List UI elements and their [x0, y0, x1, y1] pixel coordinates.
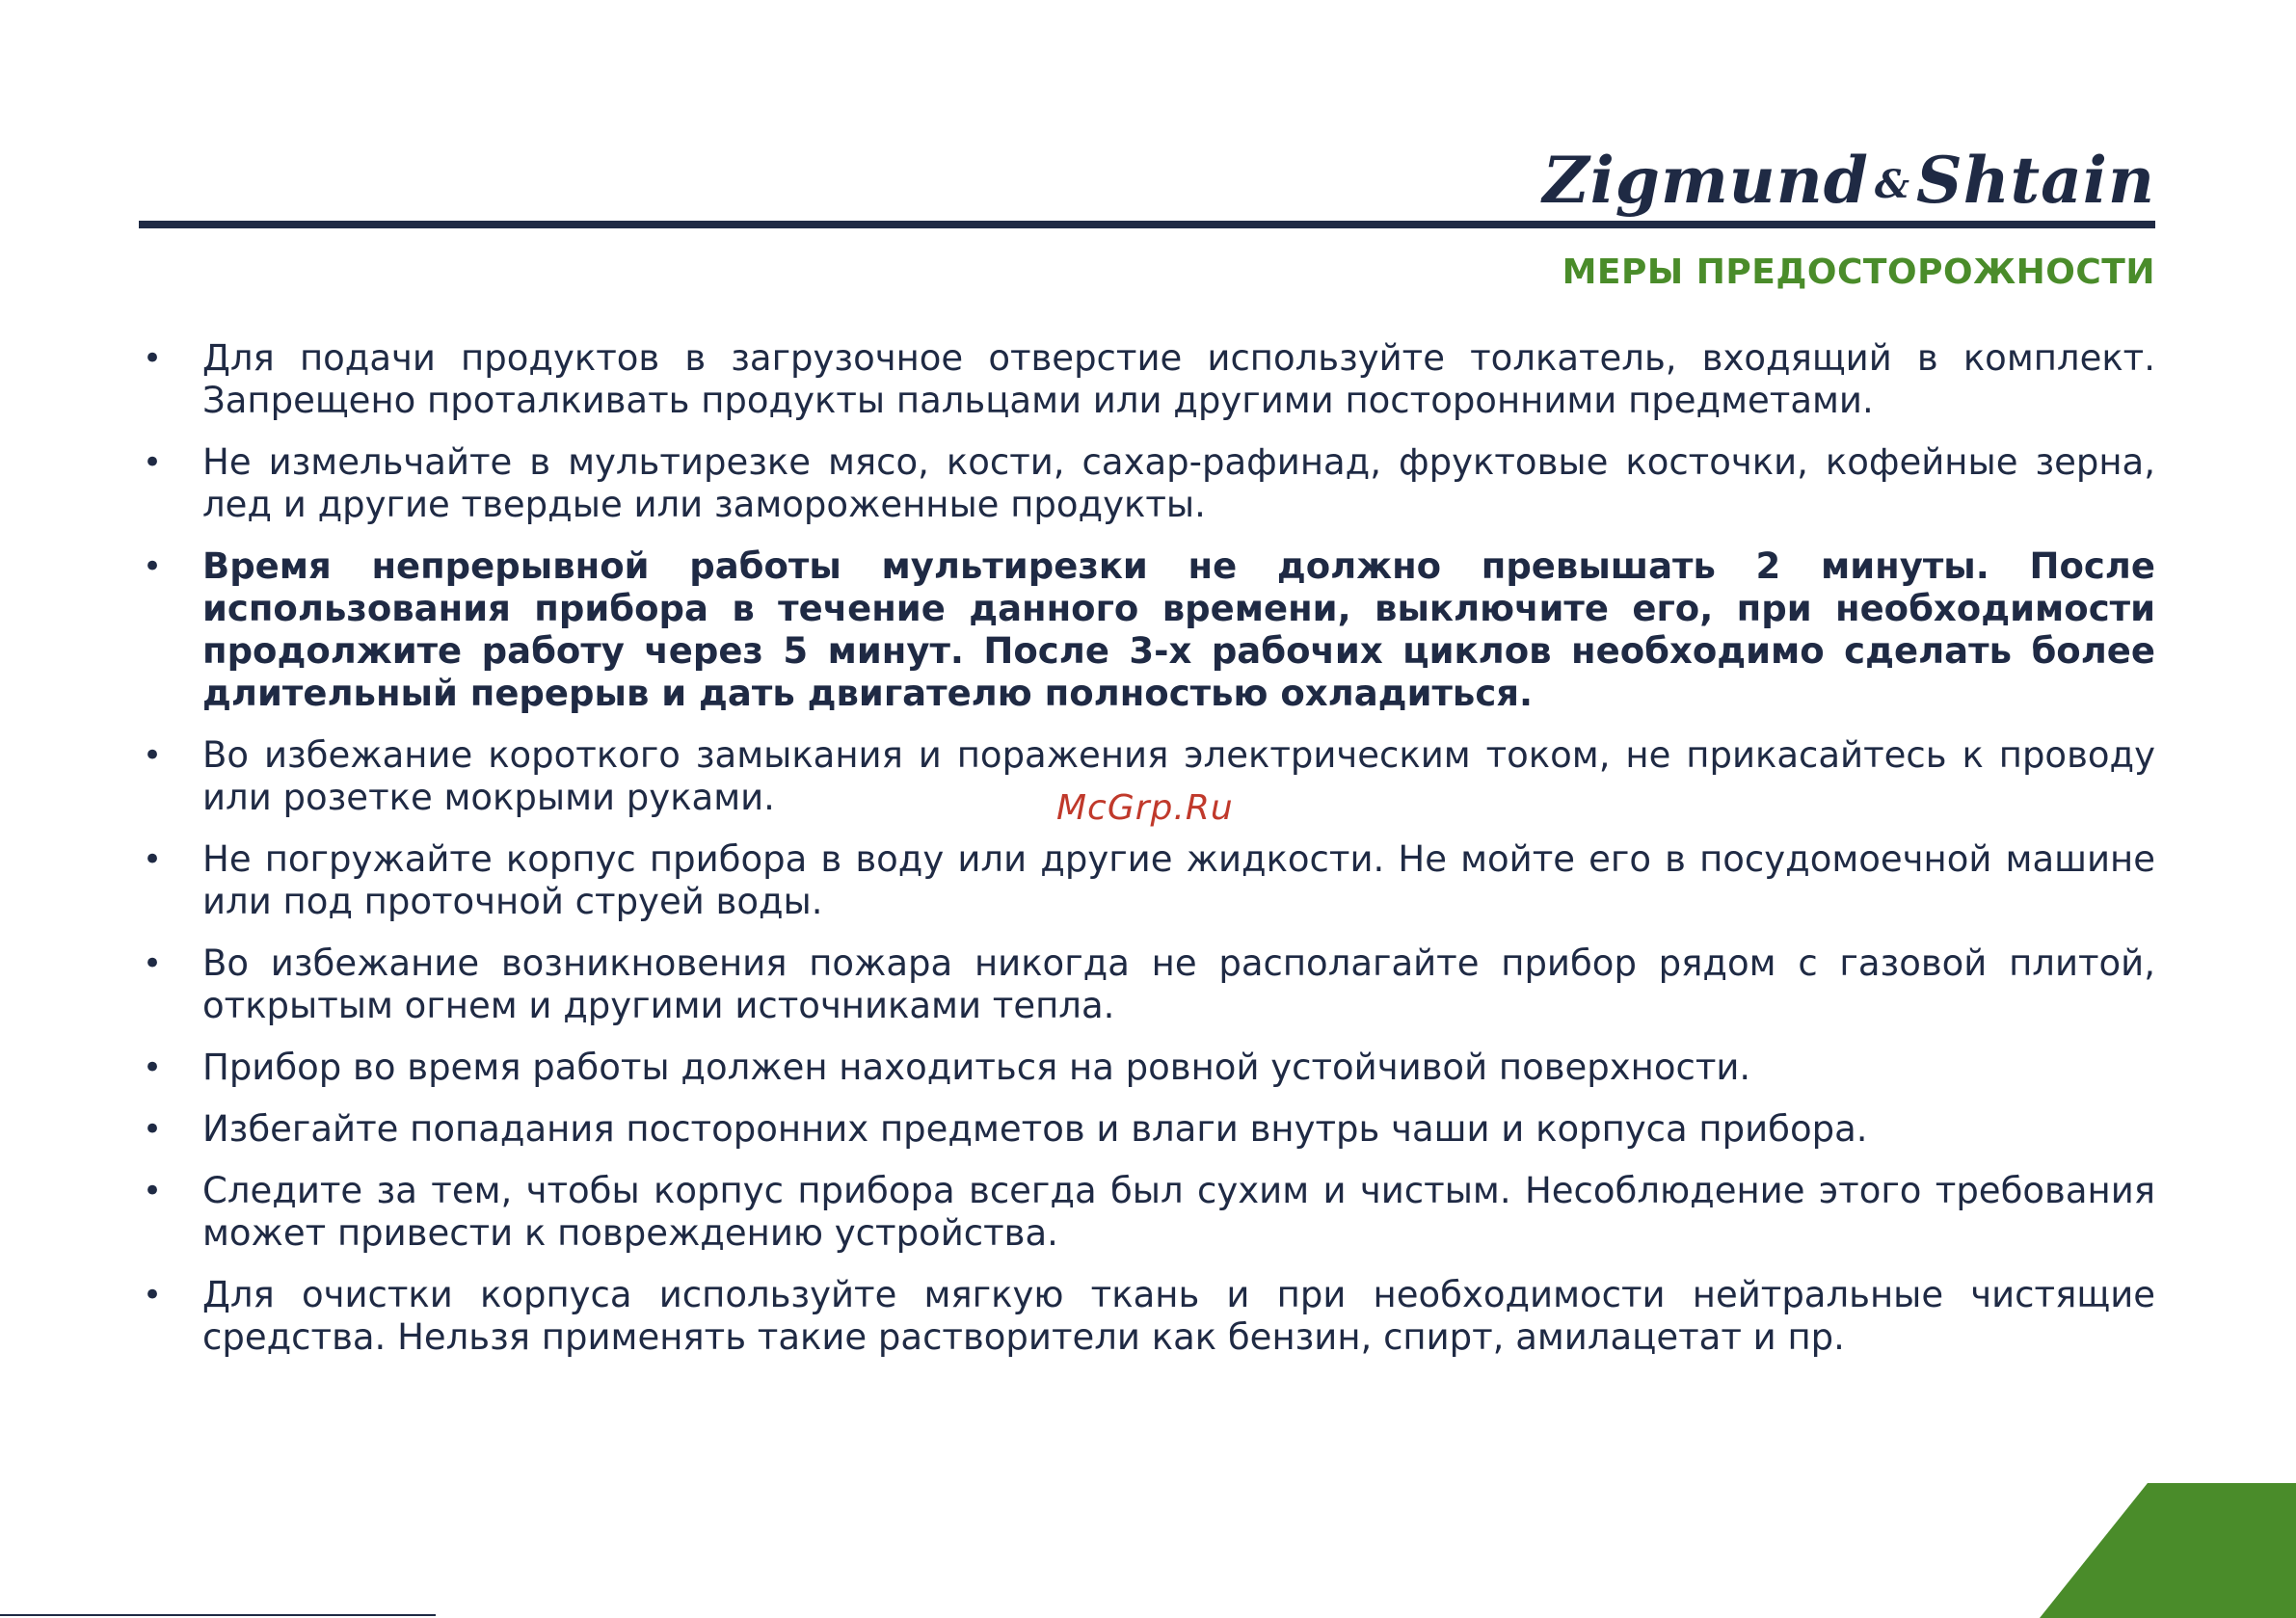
- list-item-text: Прибор во время работы должен находиться на ровной устойчивой поверхности.: [202, 1047, 1751, 1088]
- bullet-icon: •: [143, 339, 163, 378]
- list-item: [139, 1170, 2155, 1255]
- list-item-text: Во избежание короткого замыкания и поражения электрическим током, не прикасайтесь к проводу или розетке мокрыми руками.: [202, 734, 2155, 818]
- list-item-text: Время непрерывной работы мультирезки не должно превышать 2 минуты. После использования прибора в течение данного времени, выключите его, при необходимости продолжите работу через 5 минут. После 3-х рабочих циклов необходимо сделать более длительный перерыв и дать двигателю полностью охладиться.: [202, 545, 2155, 714]
- list-item-text: Не измельчайте в мультирезке мясо, кости, сахар-рафинад, фруктовые косточки, кофейные зерна, лед и другие твердые или замороженные продукты.: [202, 441, 2155, 525]
- list-item-warning: [139, 545, 2155, 715]
- watermark-link[interactable]: McGrp.Ru: [1056, 788, 1234, 828]
- list-item: [139, 838, 2155, 923]
- list-item-text: Следите за тем, чтобы корпус прибора всегда был сухим и чистым. Несоблюдение этого требования может привести к повреждению устройства.: [202, 1170, 2155, 1254]
- list-item-text: Во избежание возникновения пожара никогда не располагайте прибор рядом с газовой плитой, открытым огнем и другими источниками тепла.: [202, 942, 2155, 1026]
- bullet-icon: •: [143, 547, 163, 586]
- bullet-icon: •: [143, 1172, 163, 1210]
- bullet-icon: •: [143, 840, 163, 879]
- brand-logo: [1542, 125, 2155, 218]
- corner-decoration: [2040, 1483, 2296, 1618]
- list-item-text: Для подачи продуктов в загрузочное отверстие используйте толкатель, входящий в комплект. Запрещено проталкивать продукты пальцами или другими посторонними предметами.: [202, 337, 2155, 421]
- bullet-icon: •: [143, 1110, 163, 1149]
- list-item-text: Не погружайте корпус прибора в воду или другие жидкости. Не мойте его в посудомоечной машине или под проточной струей воды.: [202, 838, 2155, 922]
- bullet-icon: •: [143, 443, 163, 482]
- list-item: [139, 441, 2155, 526]
- logo-word-zigmund: Zigmund: [1542, 143, 1869, 218]
- list-item: [139, 1274, 2155, 1359]
- footer-line: [0, 1614, 436, 1616]
- list-item-text: Для очистки корпуса используйте мягкую ткань и при необходимости нейтральные чистящие средства. Нельзя применять такие растворители как бензин, спирт, амилацетат и пр.: [202, 1274, 2155, 1358]
- section-title: МЕРЫ ПРЕДОСТОРОЖНОСТИ: [1562, 252, 2155, 292]
- list-item: [139, 1108, 2155, 1151]
- bullet-icon: •: [143, 1048, 163, 1087]
- bullet-icon: •: [143, 944, 163, 983]
- list-item-text: Избегайте попадания посторонних предметов и влаги внутрь чаши и корпуса прибора.: [202, 1108, 1868, 1150]
- logo-word-shtain: Shtain: [1916, 143, 2155, 218]
- list-item: [139, 337, 2155, 422]
- header-divider: [139, 221, 2155, 228]
- logo-ampersand: &: [1874, 162, 1911, 207]
- bullet-icon: •: [143, 1276, 163, 1314]
- list-item: [139, 942, 2155, 1027]
- bullet-icon: •: [143, 736, 163, 775]
- list-item: [139, 1047, 2155, 1089]
- green-corner-shape: [2040, 1483, 2296, 1618]
- precautions-list: [139, 337, 2155, 1378]
